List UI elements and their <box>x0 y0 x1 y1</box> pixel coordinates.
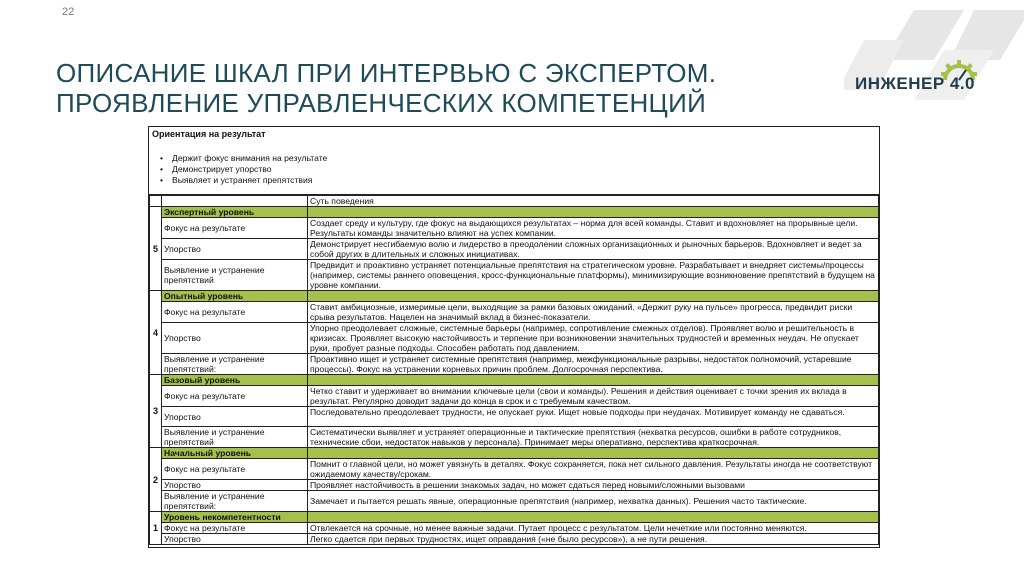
criterion-cell: Выявление и устранение препятствий <box>162 260 308 291</box>
level-header-row <box>150 207 879 218</box>
behavior-cell: Упорно преодолевает сложные, системные барьеры (например, сопротивление смежных отделов). Проявляет волю и решительность в кризисах. Проявляет высокую настойчивость и терпение при возникновении значительных трудностей и временных неудач. Не опускает руки, пробует разные подходы. Способен работать под давлением. <box>308 323 879 354</box>
behavior-cell: Последовательно преодолевает трудности, не опускает руки. Ищет новые подходы при неудачах. Мотивирует команду не сдаваться. <box>308 407 879 427</box>
criterion-cell: Упорство <box>162 480 308 491</box>
behavior-cell: Легко сдается при первых трудностях, ищет оправдания («не было ресурсов»), а не пути решения. <box>308 534 879 545</box>
table-row <box>150 218 879 239</box>
table-row <box>150 407 879 427</box>
level-name: Экспертный уровень <box>162 207 308 218</box>
table-row <box>150 302 879 323</box>
table-row <box>150 459 879 480</box>
orientation-title: Ориентация на результат <box>152 129 266 139</box>
bullet-item: • Держит фокус внимания на результате <box>172 153 876 164</box>
criterion-cell: Фокус на результате <box>162 386 308 407</box>
criterion-cell: Фокус на результате <box>162 218 308 239</box>
bullet-item: • Выявляет и устраняет препятствия <box>172 175 876 186</box>
logo-text: ИНЖЕНЕР 4.0 <box>855 74 976 93</box>
level-number: 4 <box>150 291 162 375</box>
level-header-row <box>150 512 879 523</box>
table-row <box>150 239 879 260</box>
level-number: 2 <box>150 448 162 512</box>
criterion-cell: Фокус на результате <box>162 459 308 480</box>
level-name: Базовый уровень <box>162 375 308 386</box>
criterion-cell: Упорство <box>162 239 308 260</box>
slide-title <box>56 58 716 118</box>
orientation-bullets <box>152 153 876 186</box>
table-row <box>150 354 879 375</box>
table-row <box>150 534 879 545</box>
behavior-header-row <box>150 196 879 207</box>
level-number: 1 <box>150 512 162 545</box>
criterion-cell: Упорство <box>162 407 308 427</box>
title-line-2: ПРОЯВЛЕНИЕ УПРАВЛЕНЧЕСКИХ КОМПЕТЕНЦИЙ <box>56 88 707 118</box>
level-number: 3 <box>150 375 162 448</box>
criterion-cell: Выявление и устранение препятствий: <box>162 491 308 512</box>
bullet-item: • Демонстрирует упорство <box>172 164 876 175</box>
table-row <box>150 386 879 407</box>
criterion-cell: Фокус на результате <box>162 302 308 323</box>
scale-grid <box>149 195 879 545</box>
table-row <box>150 491 879 512</box>
criterion-cell: Упорство <box>162 323 308 354</box>
level-header-row <box>150 375 879 386</box>
criterion-cell: Фокус на результате <box>162 523 308 534</box>
title-line-1: ОПИСАНИЕ ШКАЛ ПРИ ИНТЕРВЬЮ С ЭКСПЕРТОМ. <box>56 58 717 88</box>
behavior-cell: Предвидит и проактивно устраняет потенциальные препятствия на стратегическом уровне. Разрабатывает и внедряет системы/процессы (например, системы раннего оповещения, кросс-функциональные платформы), минимизирующие возникновение препятствий в будущем на уровне компании. <box>308 260 879 291</box>
competency-table <box>148 126 880 548</box>
behavior-cell: Помнит о главной цели, но может увязнуть в деталях. Фокус сохраняется, пока нет сильного давления. Результаты иногда не соответствуют ожидаемому качеству/срокам. <box>308 459 879 480</box>
table-row <box>150 260 879 291</box>
behavior-cell: Замечает и пытается решать явные, операционные препятствия (например, нехватка данных). Решения часто тактические. <box>308 491 879 512</box>
behavior-cell: Создает среду и культуру, где фокус на выдающихся результатах – норма для всей команды. Ставит и вдохновляет на прорывные цели. Результаты команды значительно влияют на успех компании. <box>308 218 879 239</box>
criterion-cell: Выявление и устранение препятствий: <box>162 354 308 375</box>
orientation-block <box>149 127 879 195</box>
behavior-cell: Проактивно ищет и устраняет системные препятствия (например, межфункциональные разрывы, недостаток полномочий, устаревшие процессы). Фокус на устранении корневых причин проблем. Долгосрочная перспектива. <box>308 354 879 375</box>
page-number: 22 <box>62 6 75 18</box>
table-row <box>150 523 879 534</box>
level-name: Начальный уровень <box>162 448 308 459</box>
criterion-cell: Выявление и устранение препятствий <box>162 427 308 448</box>
behavior-cell: Отвлекается на срочные, но менее важные задачи. Путает процесс с результатом. Цели нечеткие или постоянно меняются. <box>308 523 879 534</box>
level-name: Уровень некомпетентности <box>162 512 308 523</box>
behavior-cell: Демонстрирует несгибаемую волю и лидерство в преодолении сложных организационных и рыночных барьеров. Вдохновляет и ведет за собой других в длительных и сложных инициативах. <box>308 239 879 260</box>
table-row <box>150 480 879 491</box>
level-header-row <box>150 448 879 459</box>
table-row <box>150 323 879 354</box>
criterion-cell: Упорство <box>162 534 308 545</box>
behavior-cell: Систематически выявляет и устраняет операционные и тактические препятствия (нехватка ресурсов, ошибки в работе сотрудников, технические сбои, недостаток навыков у персонала). Принимает меры оперативно, перспектива краткосрочная. <box>308 427 879 448</box>
level-name: Опытный уровень <box>162 291 308 302</box>
level-header-row <box>150 291 879 302</box>
table-row <box>150 427 879 448</box>
behavior-cell: Проявляет настойчивость в решении знакомых задач, но может сдаться перед новыми/сложными вызовами <box>308 480 879 491</box>
behavior-cell: Четко ставит и удерживает во внимании ключевые цели (свои и команды). Решения и действия оценивает с точки зрения их вклада в результат. Регулярно доводит задачи до конца в срок и с требуемым качеством. <box>308 386 879 407</box>
behavior-cell: Ставит амбициозные, измеримые цели, выходящие за рамки базовых ожиданий. «Держит руку на пульсе» прогресса, предвидит риски срыва результатов. Нацелен на значимый вклад в бизнес-показатели. <box>308 302 879 323</box>
behavior-header: Суть поведения <box>308 196 879 207</box>
level-number: 5 <box>150 207 162 291</box>
